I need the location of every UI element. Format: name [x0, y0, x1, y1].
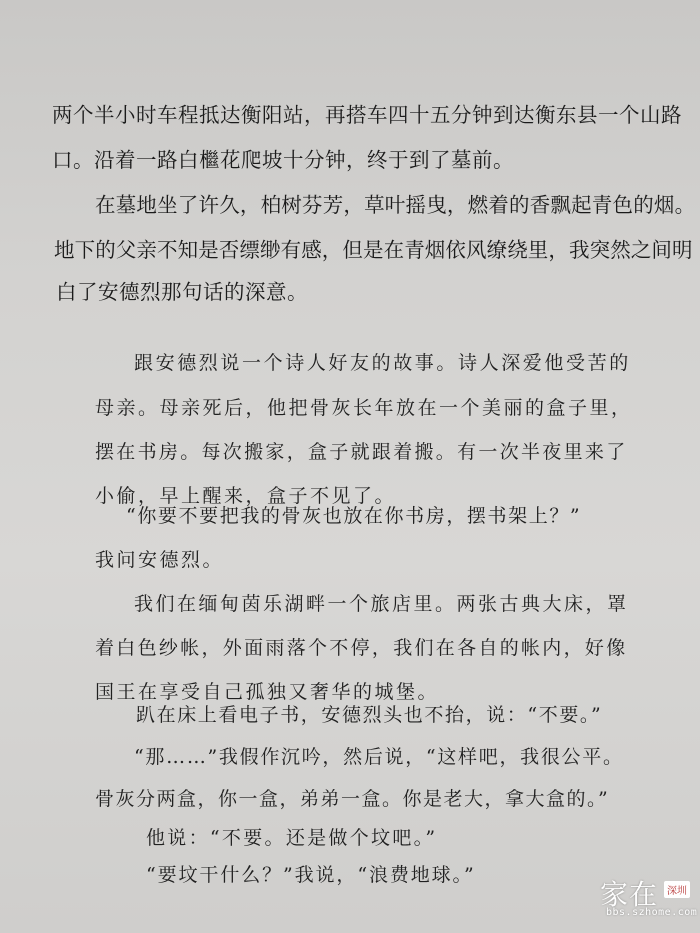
excerpt-line: 骨灰分两盒，你一盒，弟弟一盒。你是老大，拿大盒的。”: [95, 788, 610, 810]
excerpt-line: “你要不要把我的骨灰也放在你书房，摆书架上？”: [126, 505, 582, 527]
excerpt-line: 我们在缅甸茵乐湖畔一个旅店里。两张古典大床，罩: [134, 593, 629, 615]
text-line: 口。沿着一路白檵花爬坡十分钟，终于到了墓前。: [52, 148, 514, 172]
excerpt-line: 着白色纱帐，外面雨落个不停，我们在各自的帐内，好像: [95, 637, 628, 659]
text-line: 白了安德烈那句话的深意。: [56, 280, 308, 304]
excerpt-line: 国王在享受自己孤独又奢华的城堡。: [95, 681, 440, 703]
text-line: 地下的父亲不知是否缥缈有感，但是在青烟依风缭绕里，我突然之间明: [54, 238, 693, 262]
excerpt-line: 小偷，早上醒来，盒子不见了。: [95, 485, 397, 507]
site-watermark: [600, 873, 698, 923]
excerpt-line: 我问安德烈。: [95, 549, 225, 571]
text-line: 两个半小时车程抵达衡阳站，再搭车四十五分钟到达衡东县一个山路: [52, 103, 682, 127]
excerpt-line: “要坟干什么？”我说，“浪费地球。”: [146, 864, 476, 886]
watermark-badge: 深圳: [664, 881, 690, 898]
watermark-url: bbs.szhome.com: [606, 907, 698, 918]
excerpt-line: 他说：“不要。还是做个坟吧。”: [146, 827, 438, 849]
excerpt-line: 母亲。母亲死后，他把骨灰长年放在一个美丽的盒子里，: [95, 397, 633, 419]
excerpt-line: “那……”我假作沉吟，然后说，“这样吧，我很公平。: [134, 746, 624, 768]
excerpt-line: 跟安德烈说一个诗人好友的故事。诗人深爱他受苦的: [134, 352, 631, 374]
excerpt-line: 趴在床上看电子书，安德烈头也不抬，说：“不要。”: [136, 704, 603, 726]
text-line: 在墓地坐了许久，柏树芬芳，草叶摇曳，燃着的香飘起青色的烟。: [95, 193, 696, 217]
excerpt-line: 摆在书房。每次搬家，盒子就跟着搬。有一次半夜里来了: [95, 441, 628, 463]
watermark-logo-text: 家在: [600, 878, 659, 911]
